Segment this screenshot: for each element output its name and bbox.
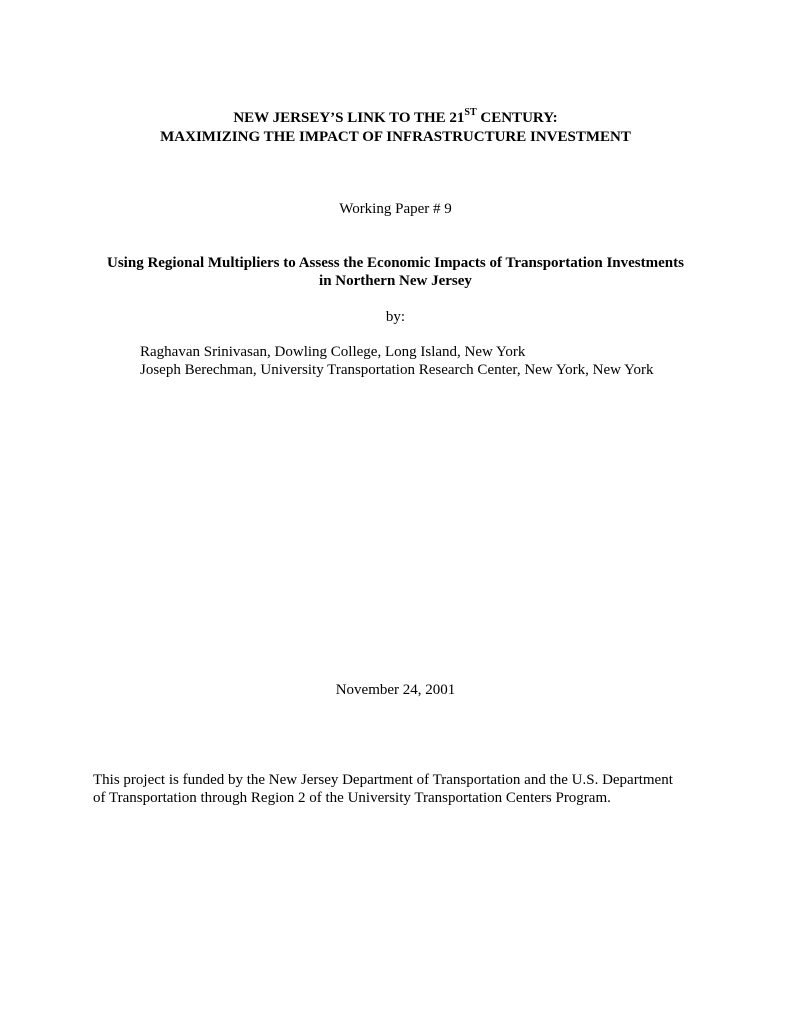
paper-title-line2: in Northern New Jersey — [319, 273, 472, 289]
funding-line2: of Transportation through Region 2 of the University Transportation Centers Program. — [93, 790, 611, 806]
working-paper-number: Working Paper # 9 — [339, 201, 452, 217]
author-line: Raghavan Srinivasan, Dowling College, Long Island, New York — [140, 344, 526, 360]
author-line: Joseph Berechman, University Transportation Research Center, New York, New York — [140, 362, 654, 378]
by-label: by: — [385, 309, 406, 325]
report-title-line2: MAXIMIZING THE IMPACT OF INFRASTRUCTURE INVESTMENT — [160, 129, 631, 145]
paper-title-line1: Using Regional Multipliers to Assess the Economic Impacts of Transportation Investments — [107, 255, 684, 271]
report-title-suffix: CENTURY: — [476, 110, 558, 126]
funding-statement — [93, 771, 703, 807]
report-title-text: NEW JERSEY’S LINK TO THE 21 — [233, 110, 465, 126]
funding-line1: This project is funded by the New Jersey Department of Transportation and the U.S. Department — [93, 772, 673, 788]
report-title-line1 — [0, 109, 791, 127]
title-superscript: ST — [464, 107, 477, 118]
publication-date: November 24, 2001 — [335, 682, 456, 698]
